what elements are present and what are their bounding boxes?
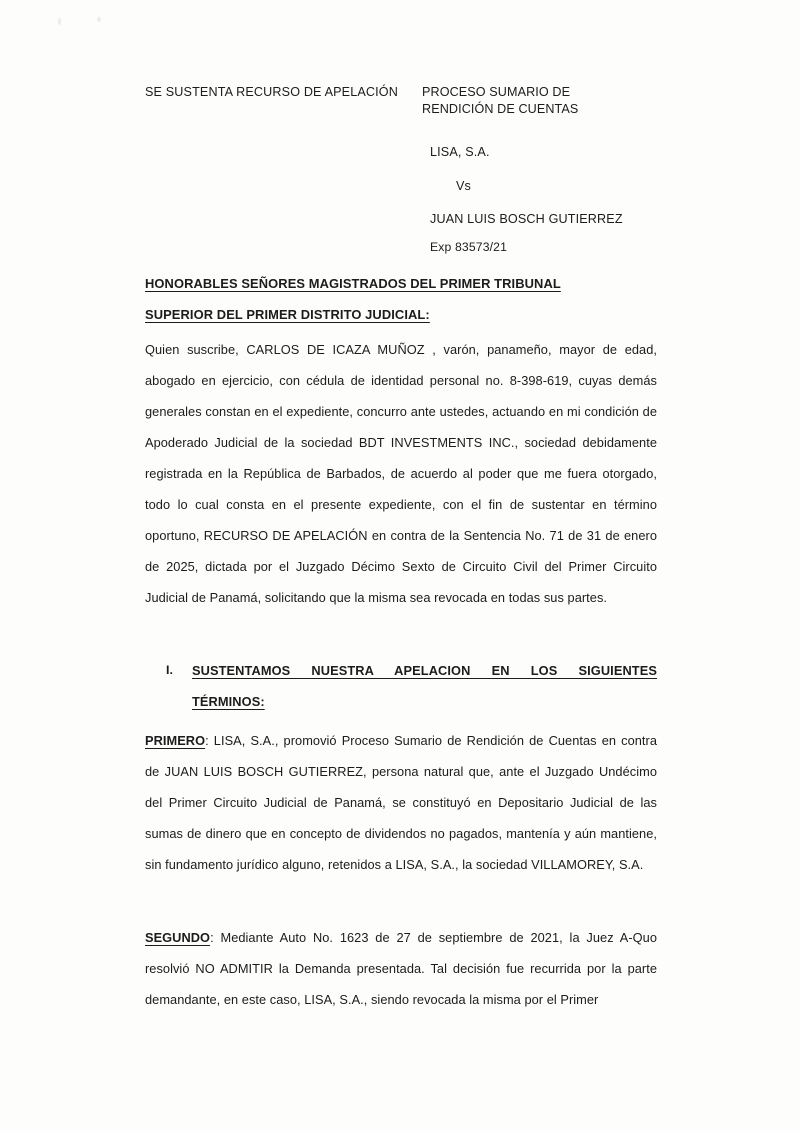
case-caption — [430, 146, 623, 253]
section-heading-line-2: TÉRMINOS: — [192, 694, 265, 709]
addressee-heading — [145, 268, 665, 330]
clause-segundo-separator: : — [210, 930, 214, 945]
scan-artifact-speck — [58, 18, 61, 25]
clause-primero — [145, 725, 657, 880]
clause-primero-separator: : — [205, 733, 209, 748]
header-row — [145, 84, 665, 118]
clause-primero-text: LISA, S.A., promovió Proceso Sumario de Rendición de Cuentas en contra de JUAN LUIS BOSCH GUTIERREZ, persona natural que, ante el Juzgado Undécimo del Primer Circuito Judicial de Panamá, se constituyó en Depositario Judicial de las sumas de dinero que en concepto de dividendos no pagados, mantenía y aún mantiene, sin fundamento jurídico alguno, retenidos a LISA, S.A., la sociedad VILLAMOREY, S.A. — [145, 733, 657, 872]
clause-segundo-label-text: SEGUNDO — [145, 930, 211, 945]
introduction-paragraph: Quien suscribe, CARLOS DE ICAZA MUÑOZ , varón, panameño, mayor de edad, abogado en ejercicio, con cédula de identidad personal no. 8-398-619, cuyas demás generales constan en el expediente, concurro ante ustedes, actuando en mi condición de Apoderado Judicial de la sociedad BDT INVESTMENTS INC., sociedad debidamente registrada en la República de Barbados, de acuerdo al poder que me fuera otorgado, todo lo cual consta en el presente expediente, con el fin de sustentar en término oportuno, RECURSO DE APELACIÓN en contra de la Sentencia No. 71 de 31 de enero de 2025, dictada por el Juzgado Décimo Sexto de Circuito Civil del Primer Circuito Judicial de Panamá, solicitando que la misma sea revocada en todas sus partes. — [145, 342, 657, 605]
document-header — [145, 84, 665, 118]
clause-primero-label — [145, 733, 205, 748]
addressee-line-1: HONORABLES SEÑORES MAGISTRADOS DEL PRIMER TRIBUNAL — [145, 276, 561, 291]
process-type-line-2: RENDICIÓN DE CUENTAS — [422, 102, 579, 116]
scan-artifact-speck — [97, 17, 101, 22]
section-heading-text — [192, 655, 657, 717]
process-type-line-1: PROCESO SUMARIO DE — [422, 85, 571, 99]
plaintiff-name: LISA, S.A. — [430, 145, 490, 159]
clause-primero-label-text: PRIMERO — [145, 733, 206, 748]
defendant-name: JUAN LUIS BOSCH GUTIERREZ — [430, 212, 623, 227]
document-subject-title: SE SUSTENTA RECURSO DE APELACIÓN — [145, 85, 399, 99]
case-number: Exp 83573/21 — [430, 239, 508, 254]
clause-segundo — [145, 922, 657, 1015]
section-heading-line-1: SUSTENTAMOS NUESTRA APELACION EN LOS SIGUIENTES — [192, 663, 657, 678]
clause-segundo-label — [145, 930, 210, 945]
process-type-title — [422, 84, 578, 118]
clause-segundo-text: Mediante Auto No. 1623 de 27 de septiembre de 2021, la Juez A-Quo resolvió NO ADMITIR la Demanda presentada. Tal decisión fue recurrida por la parte demandante, en este caso, LISA, S.A., siendo revocada la misma por el Primer — [145, 930, 657, 1007]
addressee-line-2: SUPERIOR DEL PRIMER DISTRITO JUDICIAL: — [145, 307, 430, 322]
section-numeral: I. — [166, 663, 173, 677]
section-heading — [145, 655, 657, 717]
section-heading-row — [145, 655, 657, 717]
versus-label: Vs — [456, 178, 471, 193]
